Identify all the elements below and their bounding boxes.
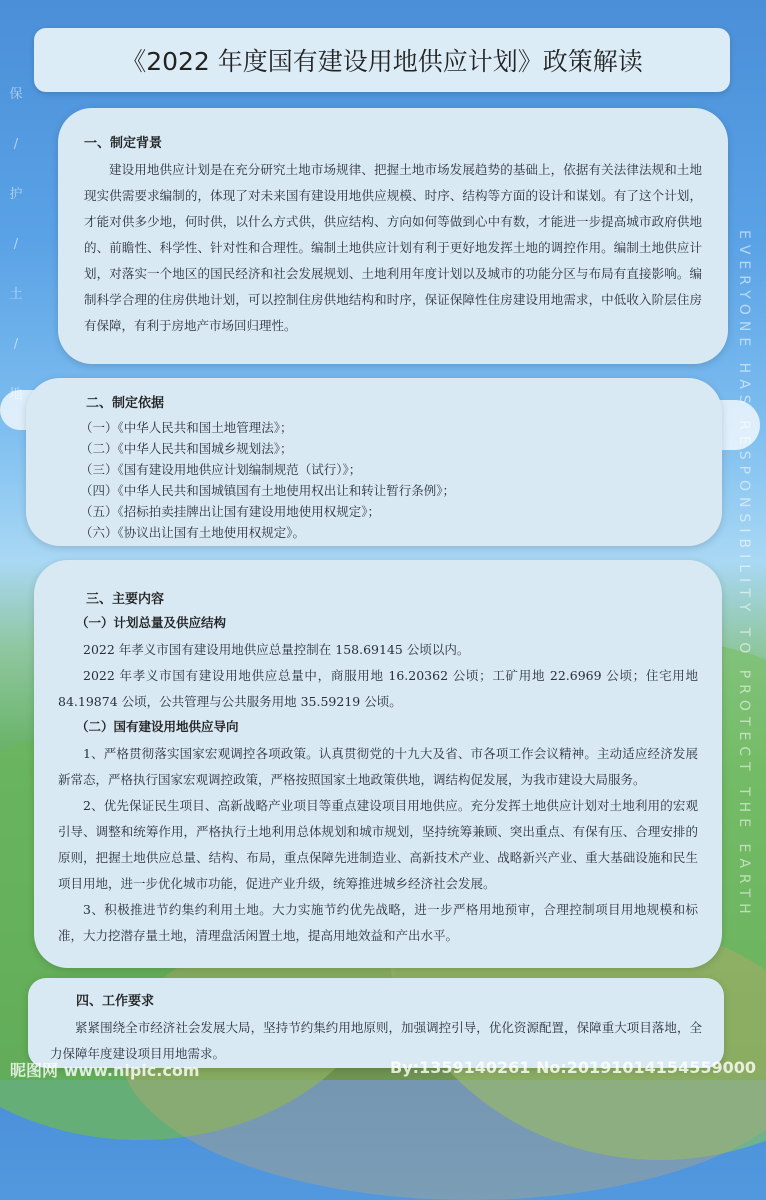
list-item: （二）《中华人民共和国城乡规划法》；: [80, 441, 293, 456]
watermark: [0, 1058, 766, 1080]
list-item: （一）《中华人民共和国土地管理法》；: [80, 420, 293, 435]
list-item: （五）《招标拍卖挂牌出让国有建设用地使用权规定》；: [80, 504, 381, 519]
left-mark: /: [13, 137, 19, 152]
section-body: 紧紧围绕全市经济社会发展大局，坚持节约集约用地原则，加强调控引导，优化资源配置，保障重大项目落地，全力保障年度建设项目用地需求。: [50, 1020, 702, 1061]
left-mark: 土: [9, 287, 23, 302]
section-background: [58, 108, 728, 364]
paragraph: 2022 年孝义市国有建设用地供应总量中，商服用地 16.20362 公顷；工矿用地 22.6969 公顷；住宅用地 84.19874 公顷，公共管理与公共服务用地 35.59219 公顷。: [58, 668, 698, 709]
page-title: 《2022 年度国有建设用地供应计划》政策解读: [121, 47, 643, 76]
paragraph: 2022 年孝义市国有建设用地供应总量控制在 158.69145 公顷以内。: [83, 642, 470, 657]
section-body: 建设用地供应计划是在充分研究土地市场规律、把握土地市场发展趋势的基础上，依据有关法律法规和土地现实供需要求编制的，体现了对未来国有建设用地供应规模、时序、结构等方面的设计和谋划。有了这个计划，才能对供多少地，何时供，以什么方式供，供应结构、方向如何等做到心中有数，才能进一步提高城市政府供地的、前瞻性、科学性、针对性和合理性。编制土地供应计划有利于更好地发挥土地的调控作用。编制土地供应计划，对落实一个地区的国民经济和社会发展规划、土地利用年度计划以及城市的功能分区与布局有直接影响。编制科学合理的住房供地计划，可以控制住房供地结构和时序，保证保障性住房建设用地需求，中低收入阶层住房有保障，有利于房地产市场回归理性。: [84, 162, 702, 333]
section-basis: [26, 378, 722, 546]
left-mark: 地: [9, 387, 23, 402]
section-heading: 四、工作要求: [76, 994, 155, 1009]
list-item: （六）《协议出让国有土地使用权规定》。: [80, 525, 306, 540]
basis-list: [80, 417, 692, 543]
left-mark: 护: [9, 187, 23, 202]
left-mark: /: [13, 237, 19, 252]
list-item: （四）《中华人民共和国城镇国有土地使用权出让和转让暂行条例》；: [80, 483, 456, 498]
title-banner: [34, 28, 730, 92]
paragraph: 1、严格贯彻落实国家宏观调控各项政策。认真贯彻党的十九大及省、市各项工作会议精神。主动适应经济发展新常态，严格执行国家宏观调控政策，严格按照国家土地政策供地，调结构促发展，为我市建设大局服务。: [58, 746, 698, 787]
list-item: （三）《国有建设用地供应计划编制规范（试行）》；: [80, 462, 362, 477]
left-vertical-text: [6, 70, 26, 420]
section-main-content: [34, 560, 722, 968]
section-heading: 二、制定依据: [86, 396, 165, 411]
left-mark: 保: [9, 87, 23, 102]
subsection-heading: （一）计划总量及供应结构: [76, 615, 227, 630]
paragraph: 3、积极推进节约集约利用土地。大力实施节约优先战略，进一步严格用地预审，合理控制项目用地规模和标准，大力挖潜存量土地，清理盘活闲置土地，提高用地效益和产出水平。: [58, 902, 698, 943]
section-heading: 一、制定背景: [84, 136, 163, 151]
paragraph: 2、优先保证民生项目、高新战略产业项目等重点建设项目用地供应。充分发挥土地供应计划对土地利用的宏观引导、调整和统筹作用，严格执行土地利用总体规划和城市规划，坚持统筹兼顾、突出重点、有保有压、合理安排的原则，把握土地供应总量、结构、布局，重点保障先进制造业、高新技术产业、战略新兴产业、重大基础设施和民生项目用地，进一步优化城市功能，促进产业升级，统筹推进城乡经济社会发展。: [58, 798, 698, 891]
section-heading: 三、主要内容: [86, 592, 165, 607]
watermark-left: 昵图网 www.nipic.com: [10, 1061, 200, 1080]
left-mark: /: [13, 337, 19, 352]
subsection-heading: （二）国有建设用地供应导向: [76, 719, 239, 734]
section-work-requirements: [28, 978, 724, 1068]
side-slogan: EVERYONE HAS RESPONSIBILITY TO PROTECT THE EARTH: [736, 230, 752, 920]
watermark-right: By:1359140261 No:20191014154559000: [390, 1058, 756, 1077]
